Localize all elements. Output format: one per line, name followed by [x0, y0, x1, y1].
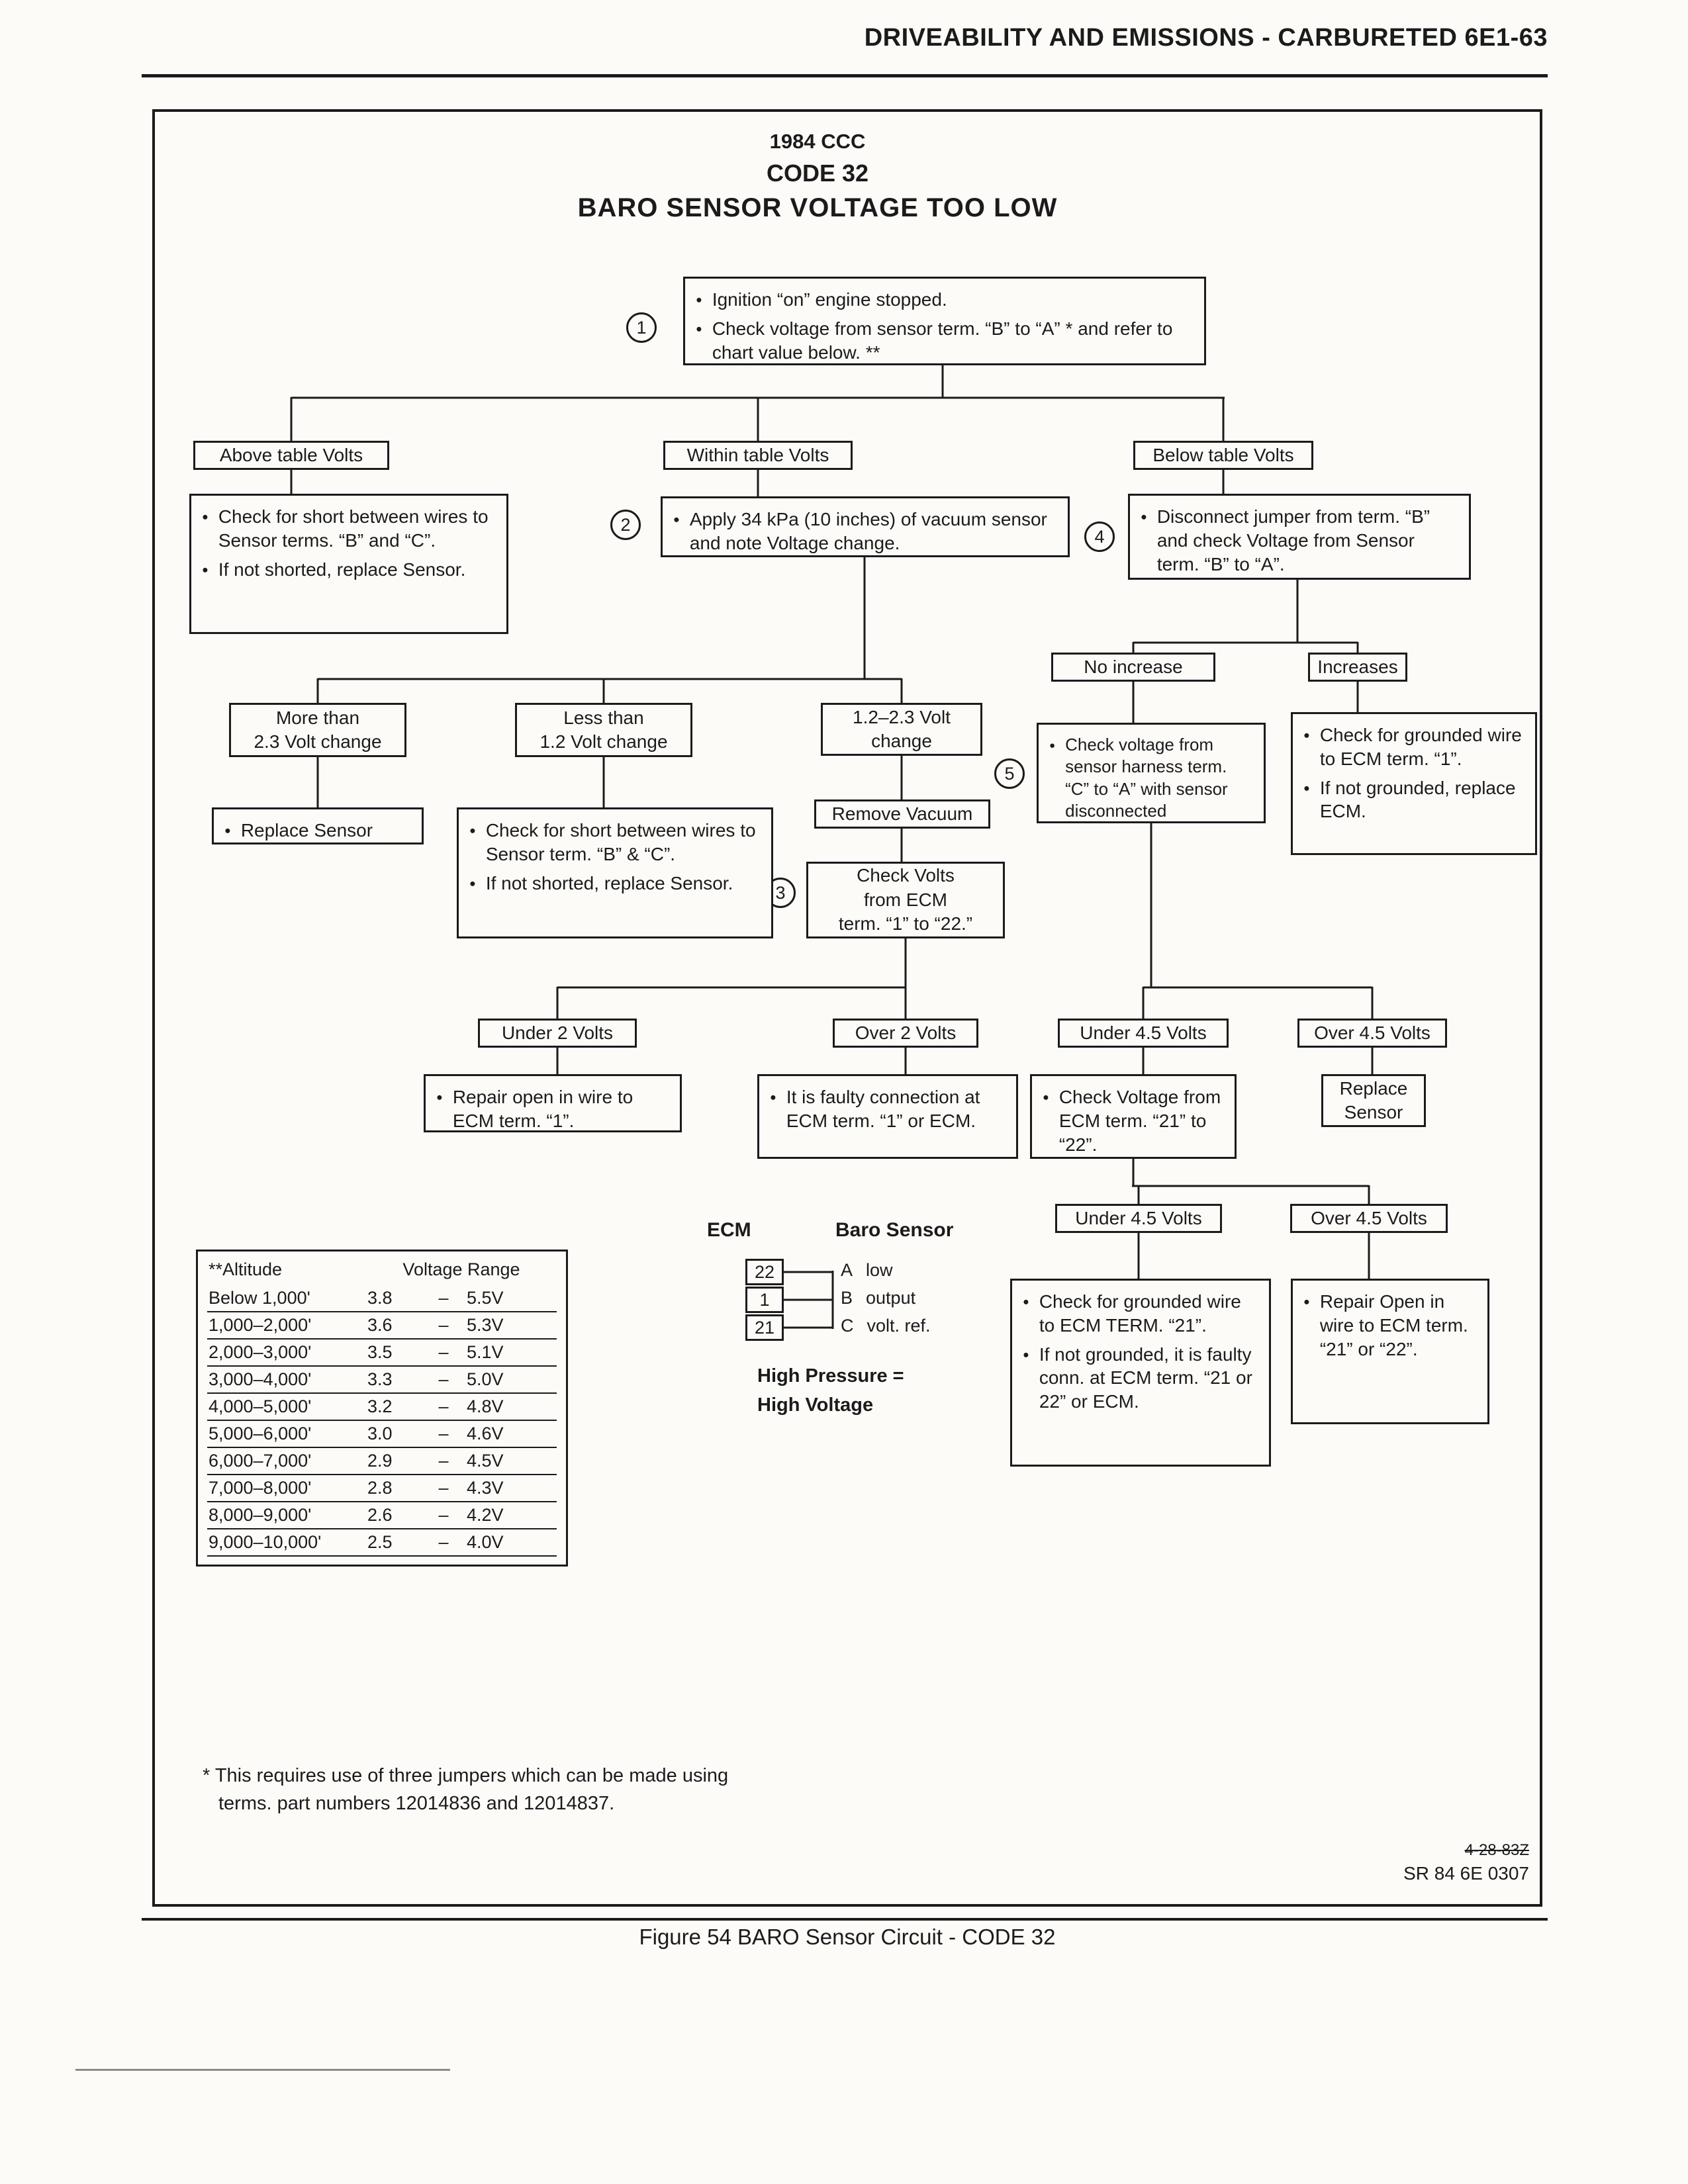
grounded-21-action-box	[1010, 1279, 1271, 1467]
increases-item-1: ● Check for grounded wire to ECM term. “1”.	[1319, 725, 1522, 769]
replace-sensor-box-2	[1321, 1074, 1426, 1127]
decision-line: Less than	[563, 707, 644, 728]
ecm-pin-21: 21	[745, 1314, 784, 1341]
within-volts-action-box	[661, 496, 1070, 557]
decision-under-45-volts-2: Under 4.5 Volts	[1055, 1204, 1222, 1233]
check-volts-ecm-box	[806, 862, 1005, 938]
table-row: 2,000–3,000' 3.5 – 5.1V	[207, 1340, 557, 1367]
table-header-row	[207, 1257, 557, 1285]
step-marker-4: 4	[1084, 522, 1115, 552]
bullet-item	[1023, 1290, 1258, 1338]
table-row: 4,000–5,000' 3.2 – 4.8V	[207, 1394, 557, 1421]
bullet-item	[469, 819, 761, 866]
ecm-label: ECM	[707, 1219, 751, 1241]
bullet-item	[1303, 723, 1524, 771]
title-code: CODE 32	[766, 159, 869, 187]
terminal-desc: volt. ref.	[867, 1316, 931, 1336]
high-pressure-note	[757, 1362, 904, 1420]
baro-sensor-label: Baro Sensor	[835, 1219, 954, 1241]
repair-21-22-box	[1291, 1279, 1489, 1424]
note-line: High Voltage	[757, 1394, 874, 1416]
decision-more-than-change	[229, 703, 406, 757]
repair-open-box	[424, 1074, 682, 1132]
altitude-voltage-table	[196, 1250, 568, 1567]
bullet-item	[1303, 1290, 1477, 1361]
figure-caption: Figure 54 BARO Sensor Circuit - CODE 32	[639, 1925, 1056, 1949]
decision-over-45-volts-1: Over 4.5 Volts	[1297, 1019, 1447, 1048]
step-marker-2: 2	[610, 510, 641, 540]
bullet-item	[673, 508, 1057, 555]
branch-label-above-table-volts: Above table Volts	[193, 441, 389, 470]
harness-check-item: ● Check voltage from sensor harness term. “C” to “A” with sensor disconnected	[1065, 735, 1228, 821]
sensor-terminal-c	[841, 1316, 931, 1336]
bullet-item	[696, 317, 1194, 365]
table-row: 5,000–6,000' 3.0 – 4.6V	[207, 1421, 557, 1448]
decision-no-increase: No increase	[1051, 653, 1215, 682]
step-marker-3: 3	[765, 878, 796, 908]
repair-open-item: ● Repair open in wire to ECM term. “1”.	[452, 1087, 633, 1131]
stamp-number: SR 84 6E 0307	[1403, 1863, 1529, 1884]
bullet-item	[696, 288, 1194, 312]
title-year-system: 1984 CCC	[769, 130, 866, 153]
step1-item-1: ● Ignition “on” engine stopped.	[712, 289, 947, 310]
bullet-item	[436, 1085, 669, 1133]
footer-rule	[142, 1918, 1548, 1921]
replace-sensor-item: ● Replace Sensor	[240, 820, 373, 841]
decision-under-45-volts-1: Under 4.5 Volts	[1058, 1019, 1229, 1048]
decision-increases: Increases	[1308, 653, 1407, 682]
bullet-item	[1043, 1085, 1224, 1156]
footnote-line-1: * This requires use of three jumpers which can be made using	[203, 1765, 729, 1786]
sensor-terminal-a	[841, 1260, 893, 1281]
check-volts-line: term. “1” to “22.”	[838, 913, 973, 934]
revision-stamp	[1403, 1840, 1529, 1886]
stamp-date: 4-28-83Z	[1464, 1841, 1529, 1859]
table-row: 7,000–8,000' 2.8 – 4.3V	[207, 1475, 557, 1502]
bullet-item	[202, 505, 496, 553]
replace-sensor-line: Replace	[1339, 1077, 1408, 1099]
branch-label-below-table-volts: Below table Volts	[1133, 441, 1313, 470]
footnote-line-2: terms. part numbers 12014836 and 12014837.	[218, 1793, 615, 1815]
sensor-terminal-b	[841, 1288, 915, 1308]
decision-range-change	[821, 703, 982, 756]
title-description: BARO SENSOR VOLTAGE TOO LOW	[577, 193, 1058, 222]
jumper-footnote	[203, 1762, 728, 1817]
increases-action-box	[1291, 712, 1537, 855]
figure-title	[152, 130, 1483, 223]
scan-artifact-line	[75, 2069, 450, 2071]
figure-border	[152, 109, 1542, 1907]
table-row: 6,000–7,000' 2.9 – 4.5V	[207, 1448, 557, 1475]
ecm-pin-1: 1	[745, 1287, 784, 1313]
remove-vacuum-label: Remove Vacuum	[814, 799, 990, 829]
bullet-item	[1023, 1343, 1258, 1414]
bullet-item	[202, 558, 496, 582]
harness-check-box	[1037, 723, 1266, 823]
branch-label-within-table-volts: Within table Volts	[663, 441, 853, 470]
bullet-item	[1049, 734, 1253, 822]
step1-item-2: ● Check voltage from sensor term. “B” to “A” * and refer to chart value below. **	[712, 318, 1173, 363]
above-action-item-2: ● If not shorted, replace Sensor.	[218, 559, 466, 580]
bullet-item	[469, 872, 761, 895]
below-action-item-1: ● Disconnect jumper from term. “B” and check Voltage from Sensor term. “B” to “A”.	[1156, 506, 1430, 574]
grounded-21-item-2: ● If not grounded, it is faulty conn. at ECM term. “21 or 22” or ECM.	[1039, 1343, 1252, 1412]
table-row: 9,000–10,000' 2.5 – 4.0V	[207, 1529, 557, 1557]
check-volts-line: from ECM	[864, 889, 947, 910]
decision-line: 2.3 Volt change	[254, 731, 382, 752]
less-than-action-box	[457, 807, 773, 938]
terminal-desc: output	[866, 1288, 916, 1308]
faulty-connection-item: ● It is faulty connection at ECM term. “1” or ECM.	[786, 1087, 980, 1131]
check-21-22-item: ● Check Voltage from ECM term. “21” to “22”.	[1058, 1087, 1221, 1155]
decision-line: 1.2 Volt change	[539, 731, 668, 752]
ecm-pin-22: 22	[745, 1259, 784, 1285]
table-header-voltage-range: Voltage Range	[402, 1259, 520, 1279]
below-volts-action-box	[1128, 494, 1471, 580]
table-row: Below 1,000' 3.8 – 5.5V	[207, 1285, 557, 1312]
decision-over-2-volts: Over 2 Volts	[833, 1019, 978, 1048]
replace-sensor-box	[212, 807, 424, 844]
check-21-22-box	[1030, 1074, 1237, 1159]
above-volts-action-box	[189, 494, 508, 634]
bullet-item	[224, 819, 411, 842]
step-marker-5: 5	[994, 758, 1025, 789]
replace-sensor-line: Sensor	[1344, 1102, 1403, 1122]
bullet-item	[770, 1085, 1006, 1133]
less-action-item-1: ● Check for short between wires to Sensor term. “B” & “C”.	[485, 820, 756, 864]
repair-21-22-item: ● Repair Open in wire to ECM term. “21” or “22”.	[1319, 1291, 1468, 1359]
decision-line: change	[871, 731, 932, 751]
page-header: DRIVEABILITY AND EMISSIONS - CARBURETED 6E1-63	[864, 24, 1548, 52]
decision-line: 1.2–2.3 Volt	[853, 706, 951, 727]
bullet-item	[1141, 505, 1458, 576]
bullet-item	[1303, 776, 1524, 824]
terminal-desc: low	[866, 1260, 893, 1280]
decision-line: More than	[275, 707, 360, 728]
above-action-item-1: ● Check for short between wires to Sensor terms. “B” and “C”.	[218, 506, 489, 551]
note-line: High Pressure =	[757, 1365, 904, 1387]
within-action-item-1: ● Apply 34 kPa (10 inches) of vacuum sensor and note Voltage change.	[689, 509, 1047, 553]
less-action-item-2: ● If not shorted, replace Sensor.	[485, 872, 733, 893]
check-volts-line: Check Volts	[857, 865, 955, 886]
decision-under-2-volts: Under 2 Volts	[478, 1019, 637, 1048]
terminal-letter: B	[841, 1288, 853, 1308]
terminal-letter: A	[841, 1260, 853, 1280]
grounded-21-item-1: ● Check for grounded wire to ECM TERM. “21”.	[1039, 1291, 1241, 1336]
step1-box	[683, 277, 1206, 365]
decision-less-than-change	[515, 703, 692, 757]
table-row: 3,000–4,000' 3.3 – 5.0V	[207, 1367, 557, 1394]
terminal-letter: C	[841, 1316, 854, 1336]
table-header-altitude: **Altitude	[209, 1259, 283, 1279]
table-row: 8,000–9,000' 2.6 – 4.2V	[207, 1502, 557, 1529]
table-row: 1,000–2,000' 3.6 – 5.3V	[207, 1312, 557, 1340]
decision-over-45-volts-2: Over 4.5 Volts	[1290, 1204, 1448, 1233]
increases-item-2: ● If not grounded, replace ECM.	[1319, 777, 1516, 822]
step-marker-1: 1	[626, 312, 657, 343]
faulty-connection-box	[757, 1074, 1018, 1159]
